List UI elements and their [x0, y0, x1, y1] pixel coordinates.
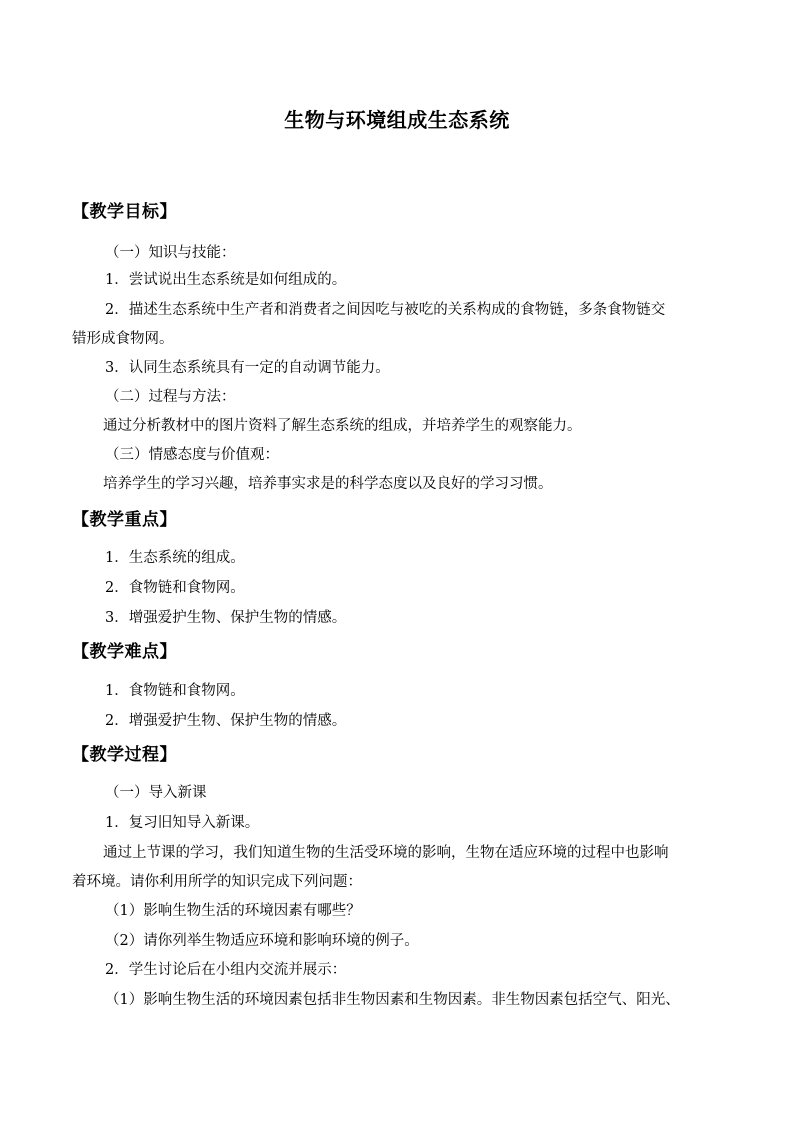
heading-teaching-goals: 【教学目标】 [72, 202, 177, 222]
process-question-2: （2）请你列举生物适应环境和影响环境的例子。 [105, 933, 419, 949]
goals-knowledge-heading: （一）知识与技能： [105, 245, 236, 261]
goals-process-heading: （二）过程与方法： [105, 389, 236, 405]
process-intro-heading: （一）导入新课 [105, 785, 207, 801]
goals-knowledge-item-3: 3．认同生态系统具有一定的自动调节能力。 [105, 360, 390, 376]
goals-process-text: 通过分析教材中的图片资料了解生态系统的组成，并培养学生的观察能力。 [103, 418, 582, 434]
process-paragraph: 通过上节课的学习，我们知道生物的生活受环境的影响，生物在适应环境的过程中也影响 [103, 845, 669, 861]
goals-emotion-heading: （三）情感态度与价值观： [105, 447, 279, 463]
document-title: 生物与环境组成生态系统 [284, 108, 510, 132]
process-answer-1: （1）影响生物生活的环境因素包括非生物因素和生物因素。非生物因素包括空气、阳光、 [105, 992, 680, 1008]
process-question-1: （1）影响生物生活的环境因素有哪些？ [105, 903, 361, 919]
goals-knowledge-item-1: 1．尝试说出生态系统是如何组成的。 [105, 272, 347, 288]
process-paragraph-cont: 着环境。请你利用所学的知识完成下列问题： [72, 874, 362, 890]
key-item-3: 3．增强爱护生物、保护生物的情感。 [105, 610, 347, 626]
heading-teaching-process: 【教学过程】 [72, 745, 177, 765]
difficult-item-1: 1．食物链和食物网。 [105, 683, 245, 699]
process-step-2: 2．学生讨论后在小组内交流并展示： [105, 962, 347, 978]
key-item-2: 2．食物链和食物网。 [105, 580, 245, 596]
difficult-item-2: 2．增强爱护生物、保护生物的情感。 [105, 713, 347, 729]
heading-difficult-points: 【教学难点】 [72, 642, 177, 662]
heading-key-points: 【教学重点】 [72, 510, 177, 530]
key-item-1: 1．生态系统的组成。 [105, 550, 245, 566]
goals-emotion-text: 培养学生的学习兴趣，培养事实求是的科学态度以及良好的学习习惯。 [103, 476, 553, 492]
process-step-1: 1．复习旧知导入新课。 [105, 815, 260, 831]
goals-knowledge-item-2: 2．描述生态系统中生产者和消费者之间因吃与被吃的关系构成的食物链，多条食物链交 [105, 302, 666, 318]
goals-knowledge-item-2-cont: 错形成食物网。 [72, 331, 174, 347]
